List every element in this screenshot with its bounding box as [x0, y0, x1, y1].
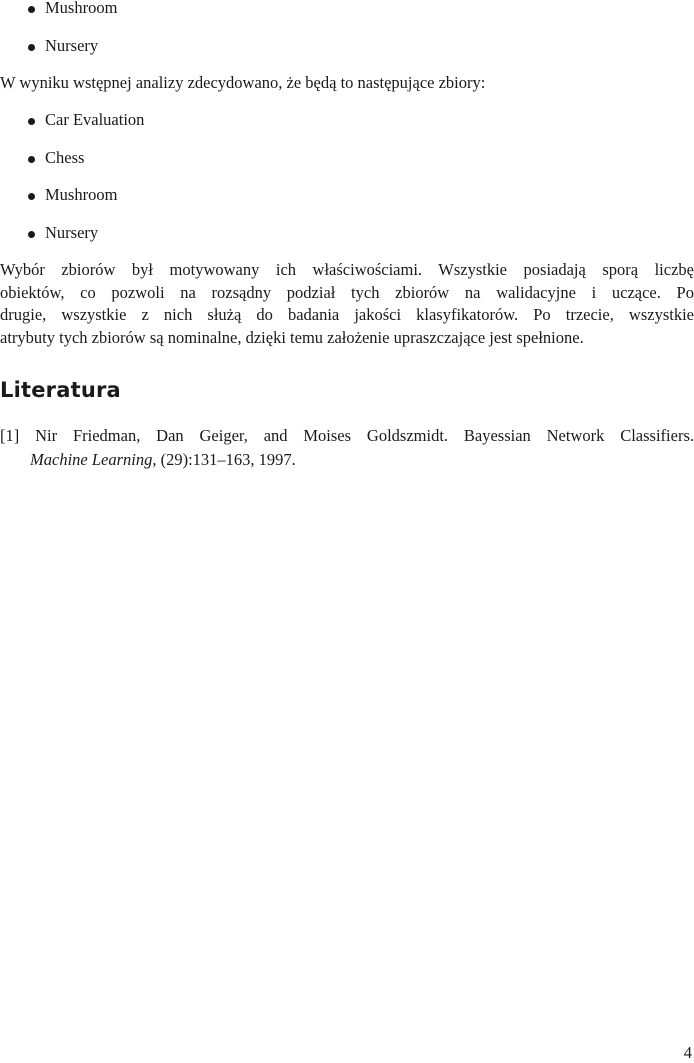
bullet-icon — [28, 6, 35, 13]
list-item-label: Car Evaluation — [45, 110, 145, 129]
section-heading: Literatura — [0, 378, 121, 402]
bullet-icon — [28, 44, 35, 51]
paragraph-line: atrybuty tych zbiorów są nominalne, dzięki temu założenie upraszczające jest spełnione. — [0, 327, 584, 347]
list-item — [0, 0, 694, 38]
list-item — [0, 222, 694, 263]
chosen-dataset-list — [0, 112, 694, 262]
paragraph-line: drugie, wszystkie z nich służą do badania jakości klasyfikatorów. Po trzecie, wszystkie — [0, 305, 694, 324]
paragraph-line: Wybór zbiorów był motywowany ich właściwościami. Wszystkie posiadają sporą liczbę — [0, 260, 694, 279]
bullet-icon — [28, 193, 35, 200]
bibliography-entry — [0, 426, 694, 470]
list-item-label: Chess — [45, 147, 85, 167]
bullet-icon — [28, 231, 35, 238]
paragraph-line: obiektów, co pozwoli na rozsądny podział tych zbiorów na walidacyjne i uczące. Po — [0, 282, 694, 302]
reference-line — [0, 450, 694, 470]
reference-number: [1] — [0, 426, 20, 445]
list-item — [0, 187, 694, 225]
page-number: 4 — [683, 1043, 692, 1062]
reference-details: , (29):131–163, 1997. — [152, 450, 296, 469]
dataset-list-top — [0, 0, 694, 75]
list-item — [0, 35, 694, 76]
intro-sentence: W wyniku wstępnej analizy zdecydowano, że będą to następujące zbiory: — [0, 73, 486, 92]
bullet-icon — [28, 156, 35, 163]
list-item-label: Nursery — [45, 222, 99, 242]
list-item-label: Nursery — [45, 35, 99, 55]
bullet-icon — [28, 118, 35, 125]
list-item-label: Mushroom — [45, 185, 118, 204]
reference-authors-title: Nir Friedman, Dan Geiger, and Moises Goldszmidt. Bayessian Network Classifiers. — [35, 426, 694, 445]
list-item-label: Mushroom — [45, 0, 118, 17]
list-item — [0, 147, 694, 188]
justification-paragraph — [0, 260, 694, 350]
reference-line — [0, 426, 694, 450]
list-item — [0, 112, 694, 150]
reference-journal: Machine Learning — [30, 450, 153, 469]
